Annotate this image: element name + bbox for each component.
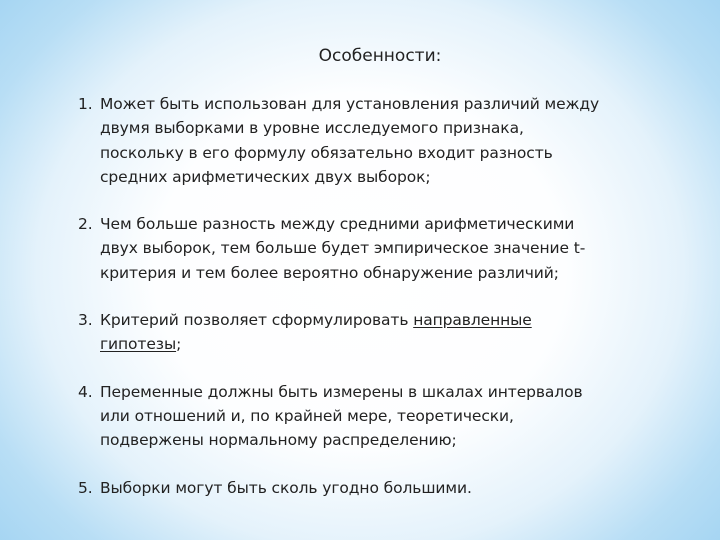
item-text-line: или отношений и, по крайней мере, теоретически, [100, 406, 514, 425]
list-item-3 [78, 308, 678, 357]
item-text-line: Чем больше разность между средними арифметическими [100, 215, 575, 234]
item-number: 4. [78, 382, 93, 401]
item-text-suffix: ; [176, 335, 182, 354]
item-text-line: поскольку в его формулу обязательно входит разность [100, 143, 553, 162]
item-text-line: критерия и тем более вероятно обнаружение различий; [100, 263, 559, 282]
underlined-term: гипотезы [100, 335, 177, 354]
list-item-2 [78, 212, 678, 285]
list-item-5 [78, 476, 678, 500]
item-text-prefix: Критерий позволяет сформулировать [100, 311, 414, 330]
item-text-line: двумя выборками в уровне исследуемого признака, [100, 119, 524, 138]
item-text-line: Может быть использован для установления различий между [100, 95, 600, 113]
item-number: 1. [78, 95, 93, 113]
item-text-line: средних арифметических двух выборок; [100, 167, 431, 186]
item-text-line [100, 332, 678, 356]
item-number: 2. [78, 215, 93, 234]
features-list [78, 92, 678, 523]
item-number: 3. [78, 311, 93, 330]
slide-title: Особенности: [318, 46, 442, 66]
item-text-line: двух выборок, тем больше будет эмпирическое значение t- [100, 239, 586, 258]
item-text-line [100, 308, 678, 332]
item-text-line: Переменные должны быть измерены в шкалах интервалов [100, 382, 583, 401]
item-number: 5. [78, 478, 93, 497]
list-item-4 [78, 380, 678, 453]
item-text-line: подвержены нормальному распределению; [100, 431, 457, 450]
list-item-1 [78, 92, 678, 189]
item-text-line: Выборки могут быть сколь угодно большими. [100, 478, 472, 497]
underlined-term: направленные [413, 311, 532, 330]
